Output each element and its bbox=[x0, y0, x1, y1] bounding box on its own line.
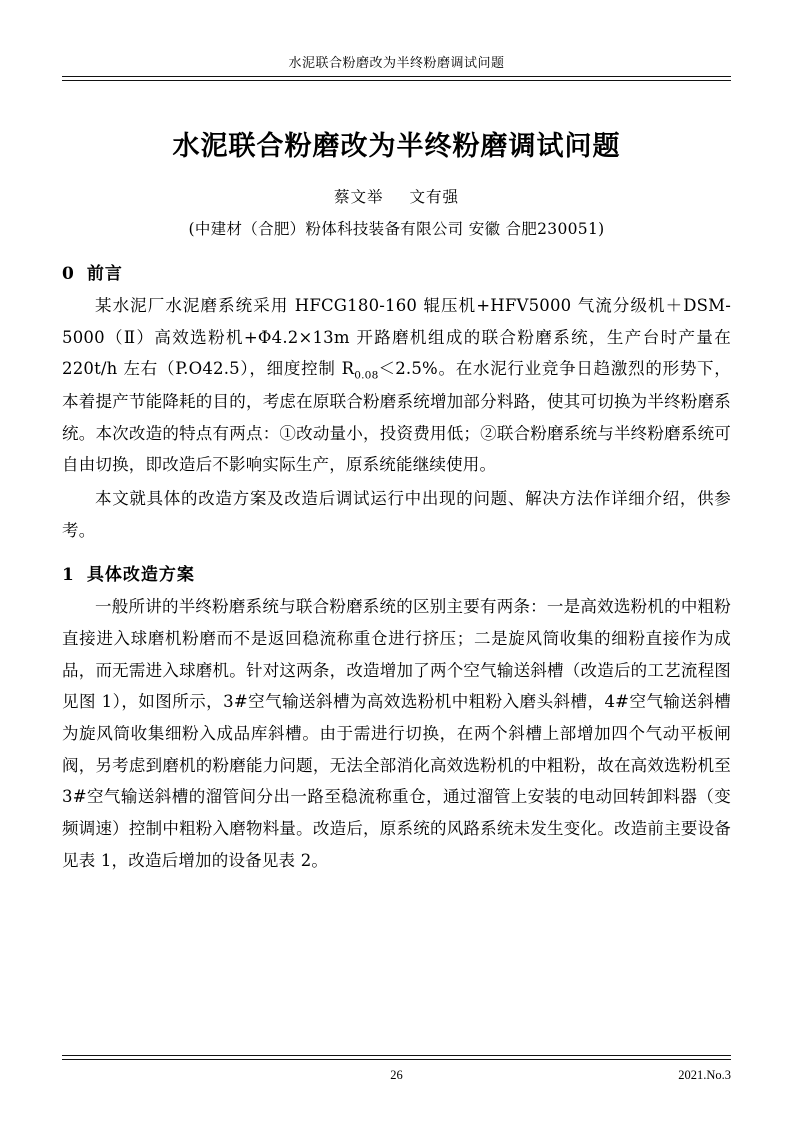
running-header: 水泥联合粉磨改为半终粉磨调试问题 bbox=[288, 56, 505, 71]
document-body bbox=[62, 106, 731, 876]
header-rule-thin bbox=[62, 80, 731, 81]
author-name-2: 文有强 bbox=[409, 188, 460, 206]
section-number-0: 0 bbox=[62, 264, 75, 284]
header-rule-thick bbox=[62, 76, 731, 77]
section-number-1: 1 bbox=[62, 565, 75, 586]
section-heading-1 bbox=[62, 560, 731, 585]
author-line bbox=[62, 185, 731, 207]
paragraph-1-0: 一般所讲的半终粉磨系统与联合粉磨系统的区别主要有两条：一是高效选粉机的中粗粉直接进入球磨机粉磨而不是返回稳流称重仓进行挤压；二是旋风筒收集的细粉直接作为成品，而无需进入球磨机。针对这两条，改造增加了两个空气输送斜槽（改造后的工艺流程图见图 1），如图所示，3#空气输送斜槽为高效选粉机中粗粉入磨头斜槽，4#空气输送斜槽为旋风筒收集细粉入成品库斜槽。由于需进行切换，在两个斜槽上部增加四个气动平板闸阀，另考虑到磨机的粉磨能力问题，无法全部消化高效选粉机的中粗粉，故在高效选粉机至 3#空气输送斜槽的溜管间分出一路至稳流称重仓，通过溜管上安装的电动回转卸料器（变频调速）控制中粗粉入磨物料量。改造后，原系统的风路系统未发生变化。改造前主要设备见表 1，改造后增加的设备见表 2。 bbox=[62, 597, 731, 870]
section-title-0: 前言 bbox=[86, 264, 123, 284]
issue-label: 2021.No.3 bbox=[678, 1068, 731, 1082]
affiliation-line: (中建材（合肥）粉体科技装备有限公司 安徽 合肥230051) bbox=[188, 220, 605, 238]
page-title: 水泥联合粉磨改为半终粉磨调试问题 bbox=[172, 131, 621, 162]
paragraph-0-1: 本文就具体的改造方案及改造后调试运行中出现的问题、解决方法作详细介绍，供参考。 bbox=[62, 488, 731, 540]
page-footer bbox=[62, 1068, 731, 1088]
section-heading-0 bbox=[62, 259, 731, 284]
section-title-1: 具体改造方案 bbox=[86, 565, 195, 586]
paragraph-0-0: 某水泥厂水泥磨系统采用 HFCG180-160 辊压机+HFV5000 气流分级机＋DSM-5000（Ⅱ）高效选粉机+Φ4.2×13m 开路磨机组成的联合粉磨系统，生产台时产量在 220t/h 左右（P.O42.5），细度控制 $R_{0.08}<2.5\%$。在水泥行业竞争日趋激烈的形势下，本着提产节能降耗的目的，考虑在原联合粉磨系统增加部分料路，使其可切换为半终粉磨系统。本次改造的特点有两点：①改动量小，投资费用低；②联合粉磨系统与半终粉磨系统可自由切换，即改造后不影响实际生产，原系统能继续使用。 bbox=[62, 296, 731, 475]
author-name-1: 蔡文举 bbox=[333, 188, 384, 206]
footer-rule-thin bbox=[62, 1059, 731, 1060]
footer-rule-thick bbox=[62, 1055, 731, 1056]
page-number: 26 bbox=[390, 1068, 403, 1082]
